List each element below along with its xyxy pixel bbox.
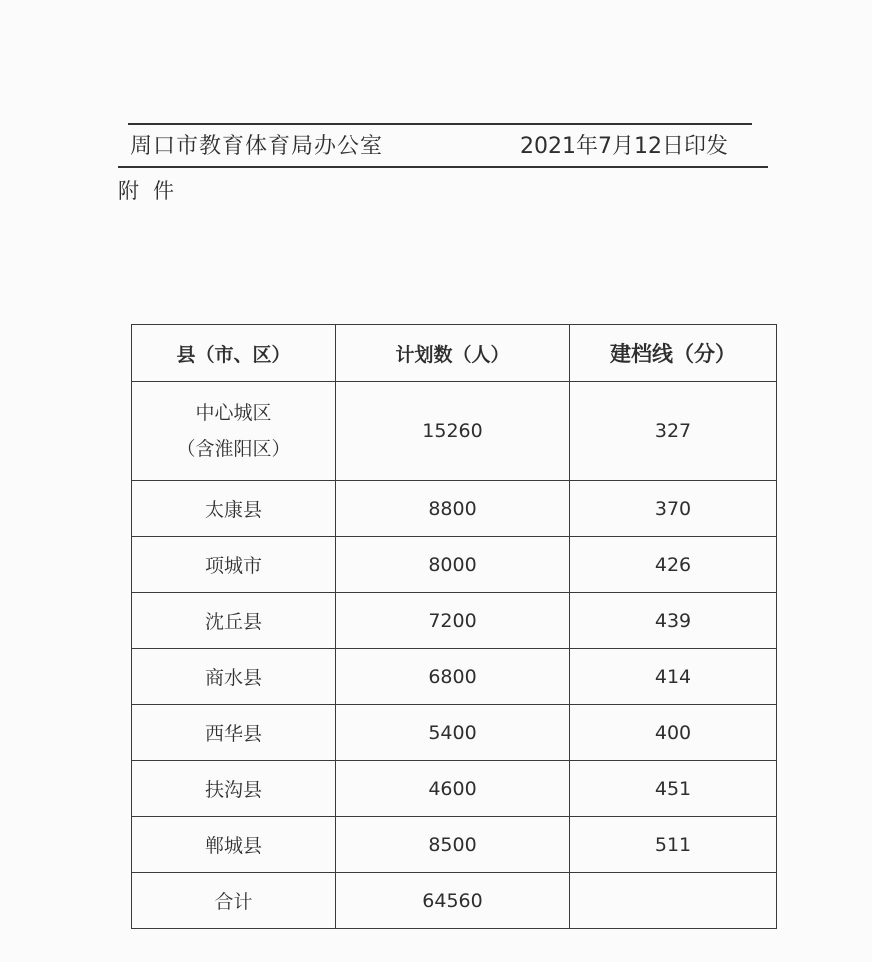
table-row (132, 481, 777, 537)
district-cell: 郸城县 (132, 817, 336, 873)
table-row (132, 537, 777, 593)
plan-cell: 6800 (336, 649, 570, 705)
district-cell: 西华县 (132, 705, 336, 761)
table-header-row (132, 325, 777, 382)
column-header-score: 建档线（分） (570, 325, 777, 382)
quota-table (131, 324, 777, 929)
header-top-rule (128, 123, 752, 125)
district-note: （含淮阳区） (176, 438, 291, 460)
score-cell: 426 (570, 537, 777, 593)
district-cell (132, 382, 336, 481)
table-row (132, 382, 777, 481)
district-cell: 沈丘县 (132, 593, 336, 649)
score-cell: 400 (570, 705, 777, 761)
district-name: 中心城区 (195, 402, 272, 424)
column-header-plan: 计划数（人） (336, 325, 570, 382)
table-row (132, 649, 777, 705)
plan-cell: 8800 (336, 481, 570, 537)
score-cell: 451 (570, 761, 777, 817)
district-cell: 扶沟县 (132, 761, 336, 817)
score-cell: 370 (570, 481, 777, 537)
table-row (132, 593, 777, 649)
issue-date: 2021年7月12日印发 (520, 134, 728, 159)
district-cell: 项城市 (132, 537, 336, 593)
header-bottom-rule (118, 166, 768, 168)
column-header-district: 县（市、区） (132, 325, 336, 382)
score-cell: 327 (570, 382, 777, 481)
table-row (132, 761, 777, 817)
plan-cell: 15260 (336, 382, 570, 481)
plan-cell: 7200 (336, 593, 570, 649)
plan-cell: 8000 (336, 537, 570, 593)
issuer-name: 周口市教育体育局办公室 (130, 134, 384, 159)
total-score-cell (570, 873, 777, 929)
table-total-row (132, 873, 777, 929)
score-cell: 414 (570, 649, 777, 705)
total-label-cell: 合计 (132, 873, 336, 929)
score-cell: 511 (570, 817, 777, 873)
plan-cell: 4600 (336, 761, 570, 817)
table-row (132, 817, 777, 873)
plan-cell: 8500 (336, 817, 570, 873)
plan-cell: 5400 (336, 705, 570, 761)
district-cell: 商水县 (132, 649, 336, 705)
district-cell: 太康县 (132, 481, 336, 537)
attachment-label: 附件 (118, 179, 188, 203)
score-cell: 439 (570, 593, 777, 649)
total-plan-cell: 64560 (336, 873, 570, 929)
table-row (132, 705, 777, 761)
